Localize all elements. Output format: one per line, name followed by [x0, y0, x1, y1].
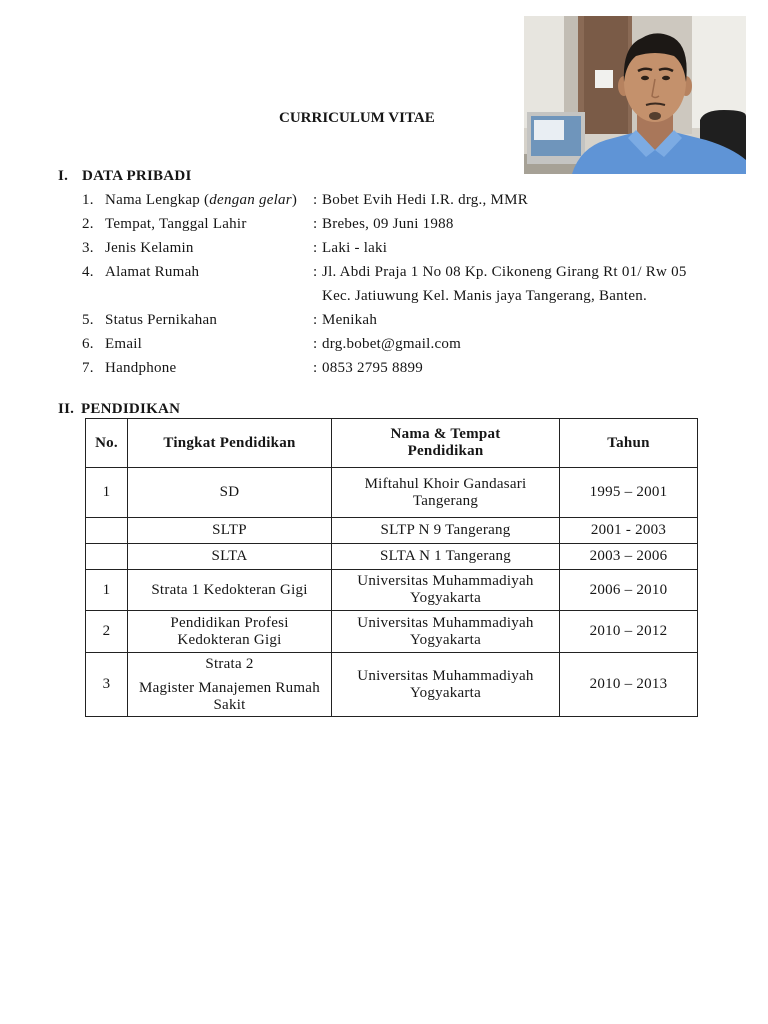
cell-line: Sakit — [213, 696, 246, 713]
header-level: Tingkat Pendidikan — [128, 419, 332, 468]
cell-line: Pendidikan Profesi — [170, 614, 289, 631]
item-label: Handphone — [105, 360, 177, 376]
personal-row-address — [0, 260, 768, 284]
email-value: drg.bobet@gmail.com — [322, 336, 462, 352]
cell-level: Strata 1 Kedokteran Gigi — [128, 570, 332, 611]
cell-level: SLTA — [128, 544, 332, 570]
cell-no: 1 — [86, 570, 128, 611]
cell-no: 3 — [86, 653, 128, 717]
cell-level: SD — [128, 468, 332, 518]
item-separator: : — [313, 264, 318, 280]
cell-year: 2003 – 2006 — [560, 544, 698, 570]
personal-row-birth — [0, 212, 768, 236]
cell-no: 1 — [86, 468, 128, 518]
monitor — [527, 112, 585, 164]
cell-no — [86, 544, 128, 570]
table-row — [86, 570, 698, 611]
item-number: 5. — [82, 312, 94, 328]
cell-line: Universitas Muhammadiyah — [357, 614, 534, 631]
cell-year: 2010 – 2012 — [560, 611, 698, 653]
item-separator: : — [313, 336, 318, 352]
cell-line: Kedokteran Gigi — [177, 631, 282, 648]
cell-line: Universitas Muhammadiyah — [357, 667, 534, 684]
cell-institution: SLTP N 9 Tangerang — [332, 518, 560, 544]
item-label: Tempat, Tanggal Lahir — [105, 216, 247, 232]
section-title-personal: DATA PRIBADI — [82, 168, 192, 184]
item-label: Alamat Rumah — [105, 264, 200, 280]
cell-level: SLTP — [128, 518, 332, 544]
cell-institution — [332, 653, 560, 717]
header-institution — [332, 419, 560, 468]
item-number: 1. — [82, 192, 94, 208]
item-number: 4. — [82, 264, 94, 280]
phone-value: 0853 2795 8899 — [322, 360, 423, 376]
item-separator: : — [313, 360, 318, 376]
cell-level — [128, 653, 332, 717]
cell-institution — [332, 570, 560, 611]
item-value: Menikah — [322, 312, 378, 328]
item-number: 2. — [82, 216, 94, 232]
personal-row-full-name — [0, 188, 768, 212]
personal-row-phone — [0, 356, 768, 380]
header-line: Pendidikan — [407, 443, 484, 459]
table-row — [86, 468, 698, 518]
item-separator: : — [313, 216, 318, 232]
item-number: 6. — [82, 336, 94, 352]
cell-line: Universitas Muhammadiyah — [357, 573, 534, 589]
document-title: CURRICULUM VITAE — [279, 110, 435, 126]
cell-year: 1995 – 2001 — [560, 468, 698, 518]
personal-row-marital-status — [0, 308, 768, 332]
cell-level — [128, 611, 332, 653]
section-title-education: PENDIDIKAN — [81, 401, 181, 417]
cell-line: Yogyakarta — [410, 631, 481, 648]
personal-row-gender — [0, 236, 768, 260]
header-year: Tahun — [560, 419, 698, 468]
item-separator: : — [313, 192, 318, 208]
section-number-personal: I. — [58, 168, 69, 184]
cell-institution — [332, 468, 560, 518]
item-label — [105, 188, 297, 212]
item-value: Kec. Jatiuwung Kel. Manis jaya Tangerang, Banten. — [322, 288, 648, 304]
header-line: Nama & Tempat — [390, 426, 501, 442]
item-separator: : — [313, 312, 318, 328]
table-row — [86, 611, 698, 653]
cell-line: Tangerang — [412, 492, 479, 509]
personal-row-address-continued — [0, 284, 768, 308]
cell-year: 2001 - 2003 — [560, 518, 698, 544]
profile-photo — [524, 16, 746, 174]
cell-line: Strata 2 — [205, 655, 254, 672]
label-italic: dengan gelar — [209, 192, 292, 208]
item-value: Laki - laki — [322, 240, 388, 256]
label-prefix: Nama Lengkap ( — [105, 192, 210, 208]
item-value: Jl. Abdi Praja 1 No 08 Kp. Cikoneng Girang Rt 01/ Rw 05 — [322, 264, 687, 280]
label-suffix: ) — [291, 192, 298, 208]
item-value: Bobet Evih Hedi I.R. drg., MMR — [322, 192, 528, 208]
item-number: 3. — [82, 240, 94, 256]
item-label: Email — [105, 336, 143, 352]
table-header-row — [86, 419, 698, 468]
cell-institution: SLTA N 1 Tangerang — [332, 544, 560, 570]
cell-line: Yogyakarta — [410, 684, 481, 701]
cell-line: Magister Manajemen Rumah — [139, 679, 320, 696]
header-no: No. — [86, 419, 128, 468]
cell-line: Miftahul Khoir Gandasari — [364, 475, 527, 492]
item-separator: : — [313, 240, 318, 256]
item-value: Brebes, 09 Juni 1988 — [322, 216, 454, 232]
cell-year: 2010 – 2013 — [560, 653, 698, 717]
item-label: Status Pernikahan — [105, 312, 218, 328]
cell-line: Yogyakarta — [410, 590, 481, 606]
table-row — [86, 544, 698, 570]
item-number: 7. — [82, 360, 94, 376]
item-label: Jenis Kelamin — [105, 240, 194, 256]
education-table — [85, 418, 698, 717]
cell-no — [86, 518, 128, 544]
personal-row-email — [0, 332, 768, 356]
cell-year: 2006 – 2010 — [560, 570, 698, 611]
section-number-education: II. — [58, 401, 75, 417]
cell-institution — [332, 611, 560, 653]
cell-no: 2 — [86, 611, 128, 653]
table-row — [86, 518, 698, 544]
table-row — [86, 653, 698, 717]
